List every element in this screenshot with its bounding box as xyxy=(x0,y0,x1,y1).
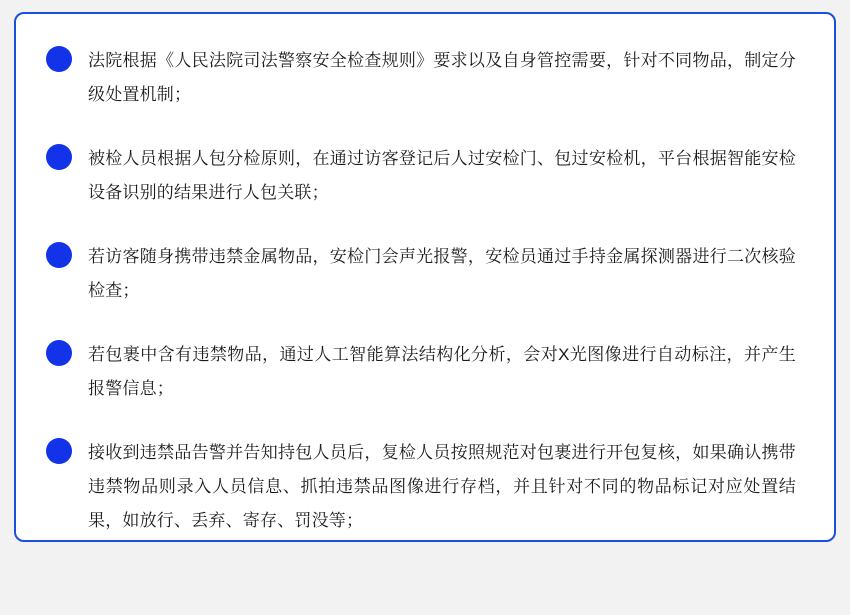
list-item-text: 若包裹中含有违禁物品，通过人工智能算法结构化分析，会对X光图像进行自动标注，并产生报警信息； xyxy=(88,345,796,398)
list-item-text: 被检人员根据人包分检原则，在通过访客登记后人过安检门、包过安检机，平台根据智能安检设备识别的结果进行人包关联； xyxy=(88,149,796,202)
list-item xyxy=(46,240,796,308)
bullet-dot-icon xyxy=(46,144,72,170)
list-item-text: 接收到违禁品告警并告知持包人员后，复检人员按照规范对包裹进行开包复核，如果确认携带违禁物品则录入人员信息、抓拍违禁品图像进行存档，并且针对不同的物品标记对应处置结果，如放行、丢弃、寄存、罚没等； xyxy=(88,443,796,530)
bullet-dot-icon xyxy=(46,340,72,366)
bullet-dot-icon xyxy=(46,438,72,464)
process-step-list xyxy=(46,44,796,538)
bullet-dot-icon xyxy=(46,242,72,268)
content-card xyxy=(14,12,836,542)
bullet-dot-icon xyxy=(46,46,72,72)
list-item xyxy=(46,338,796,406)
list-item xyxy=(46,436,796,538)
list-item xyxy=(46,142,796,210)
list-item xyxy=(46,44,796,112)
list-item-text: 若访客随身携带违禁金属物品，安检门会声光报警，安检员通过手持金属探测器进行二次核验检查； xyxy=(88,247,796,300)
list-item-text: 法院根据《人民法院司法警察安全检查规则》要求以及自身管控需要，针对不同物品，制定分级处置机制； xyxy=(88,51,796,104)
